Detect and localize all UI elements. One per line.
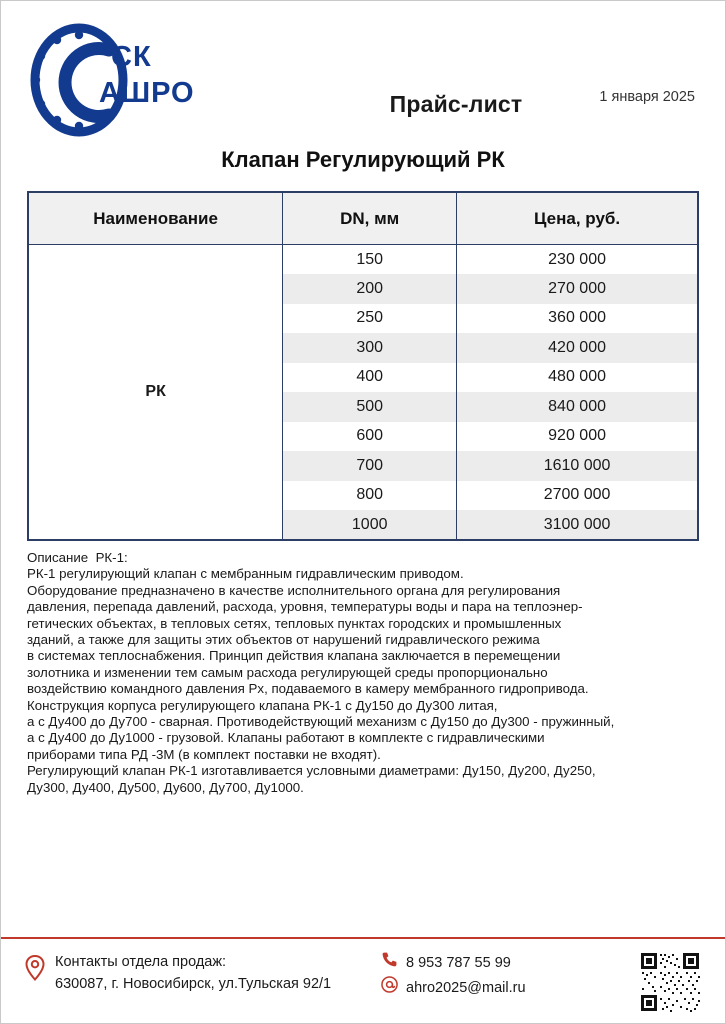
table-header-row (29, 193, 698, 245)
description-line: Конструкция корпуса регулирующего клапана РК-1 с Ду150 до Ду300 литая, (27, 697, 498, 713)
cell-price: 840 000 (457, 392, 698, 422)
email-icon (381, 976, 398, 1001)
cell-dn: 400 (283, 363, 457, 393)
cell-dn: 700 (283, 451, 457, 481)
description-line: зданий, а также для защиты этих объектов от нарушений гидравлического режима (27, 632, 540, 648)
cell-price: 1610 000 (457, 451, 698, 481)
cell-price: 3100 000 (457, 510, 698, 540)
description-line: приборами типа РД -3М (в комплект поставки не входят). (27, 746, 381, 762)
column-header-name: Наименование (29, 193, 283, 245)
footer-address: 630087, г. Новосибирск, ул.Тульская 92/1 (55, 976, 332, 992)
map-pin-icon (25, 955, 45, 986)
logo-text-bottom: АШРО (99, 77, 195, 109)
logo-text-top: СК (111, 41, 152, 73)
footer-contact-details (381, 951, 631, 1001)
description-line: а с Ду400 до Ду1000 - грузовой. Клапаны работают в комплекте с гидравлическими (27, 730, 545, 746)
footer-phone[interactable]: 8 953 787 55 99 (406, 955, 511, 971)
description-line: Регулирующий клапан РК-1 изготавливается условными диаметрами: Ду150, Ду200, Ду250, (27, 763, 596, 779)
cell-dn: 300 (283, 333, 457, 363)
price-table-wrapper (27, 191, 699, 541)
column-header-price: Цена, руб. (457, 193, 698, 245)
product-name-cell: РК (29, 245, 283, 540)
page-footer (1, 937, 725, 1023)
cell-dn: 800 (283, 481, 457, 511)
footer-contacts (25, 951, 381, 995)
description-line: золотника и изменении тем самым расхода регулирующей среды пропорционально (27, 664, 548, 680)
cell-price: 480 000 (457, 363, 698, 393)
description-line: а с Ду400 до Ду700 - сварная. Противодействующий механизм с Ду150 до Ду300 - пружинный, (27, 714, 615, 730)
description-line: воздействию командного давления Рх, подаваемого в камеру мембранного гидропривода. (27, 681, 589, 697)
qr-code[interactable] (639, 951, 701, 1013)
cell-price: 360 000 (457, 304, 698, 334)
column-header-dn: DN, мм (283, 193, 457, 245)
cell-dn: 1000 (283, 510, 457, 540)
cell-price: 230 000 (457, 245, 698, 275)
footer-contacts-label: Контакты отдела продаж: (55, 954, 227, 970)
footer-email[interactable]: ahro2025@mail.ru (406, 980, 526, 996)
cell-dn: 150 (283, 245, 457, 275)
description-line: РК-1 регулирующий клапан с мембранным гидравлическим приводом. (27, 566, 464, 582)
description-line: Оборудование предназначено в качестве исполнительного органа для регулирования (27, 582, 561, 598)
description-line: гетических объектах, в тепловых сетях, тепловых пунктах городских и промышленных (27, 615, 562, 631)
page-header (1, 1, 725, 151)
description-block (27, 550, 699, 796)
cell-dn: 250 (283, 304, 457, 334)
cell-price: 2700 000 (457, 481, 698, 511)
table-row (29, 245, 698, 275)
cell-dn: 500 (283, 392, 457, 422)
description-line: Ду300, Ду400, Ду500, Ду600, Ду700, Ду1000. (27, 779, 304, 795)
description-line: в системах теплоснабжения. Принцип действия клапана заключается в перемещении (27, 648, 561, 664)
company-logo (27, 23, 213, 143)
cell-price: 270 000 (457, 274, 698, 304)
price-table (28, 192, 698, 540)
cell-dn: 200 (283, 274, 457, 304)
cell-dn: 600 (283, 422, 457, 452)
description-heading: Описание РК-1: (27, 550, 128, 565)
cell-price: 420 000 (457, 333, 698, 363)
page-title: Прайс-лист (389, 91, 523, 117)
document-date: 1 января 2025 (599, 89, 695, 105)
product-title: Клапан Регулирующий РК (221, 147, 505, 172)
cell-price: 920 000 (457, 422, 698, 452)
phone-icon (381, 951, 398, 976)
description-line: давления, перепада давлений, расхода, уровня, температуры воды и пара на теплоэнер- (27, 599, 583, 615)
